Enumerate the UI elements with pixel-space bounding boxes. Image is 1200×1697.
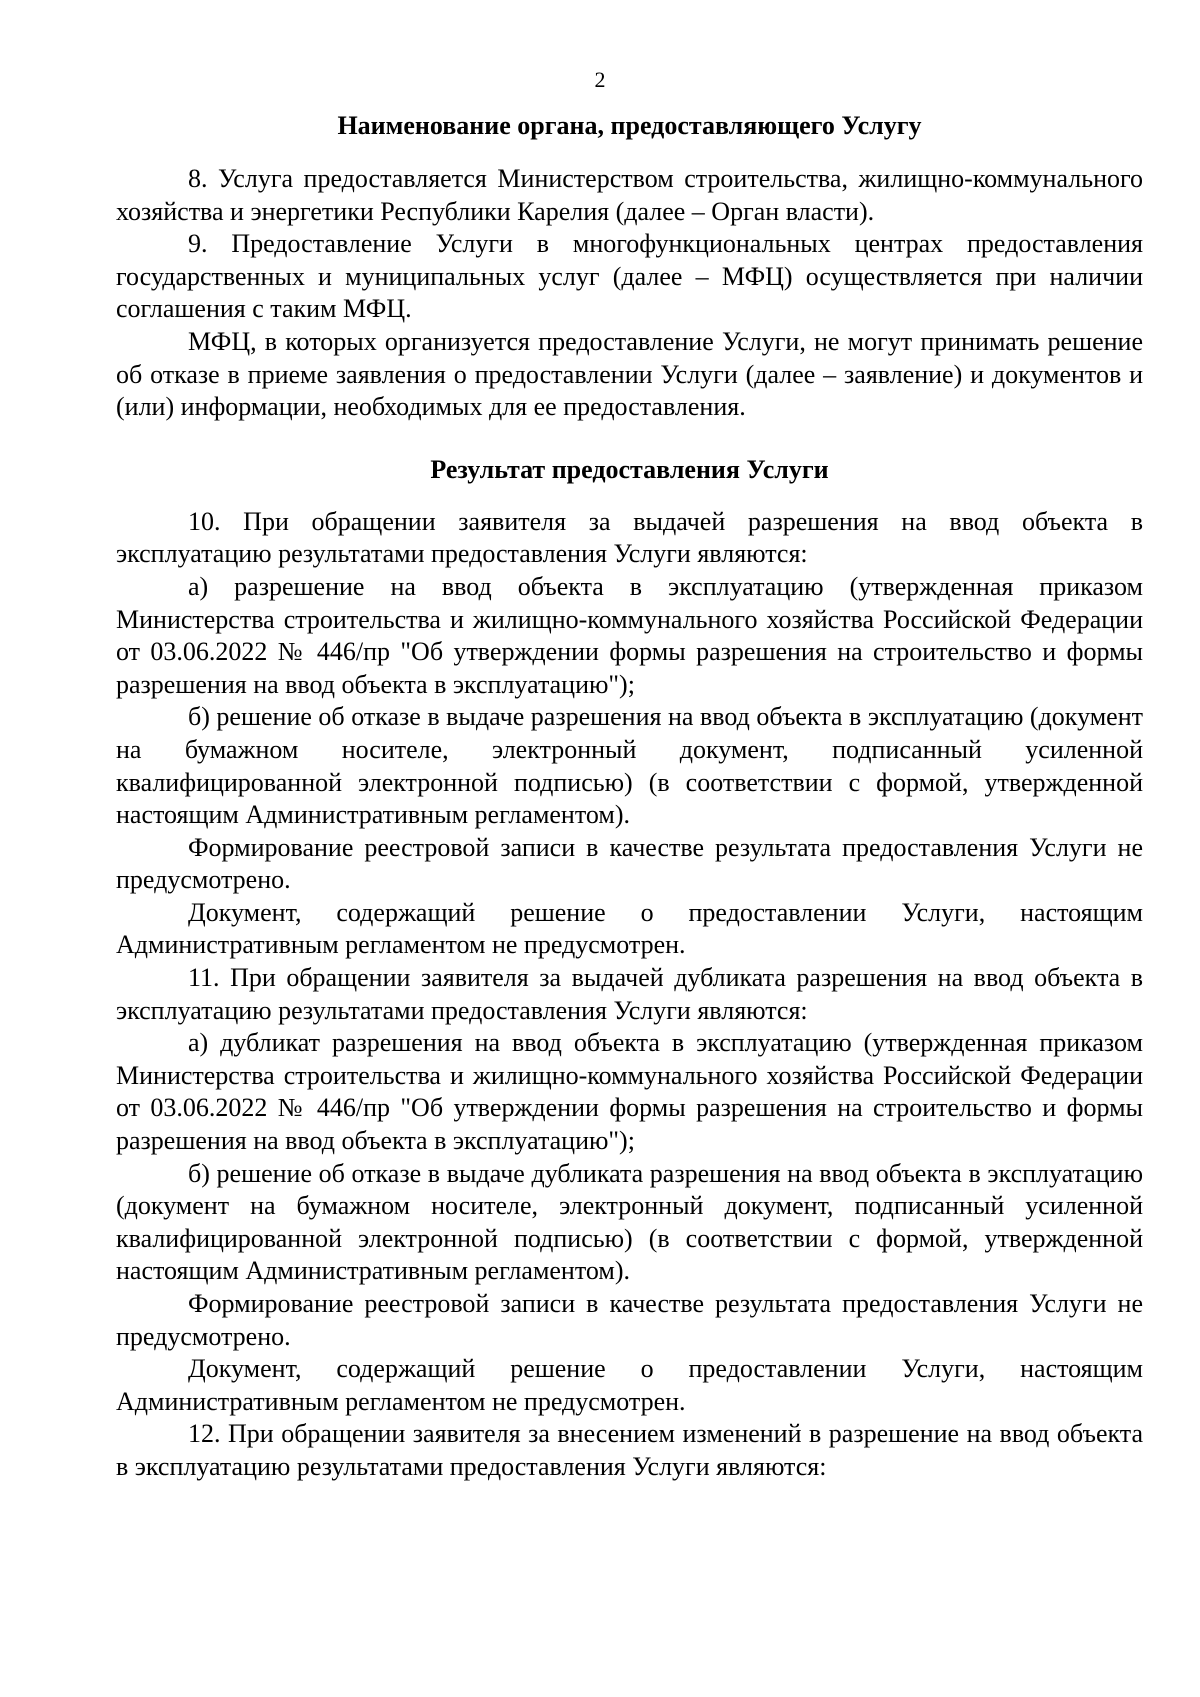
section-heading-result: Результат предоставления Услуги (430, 454, 829, 484)
paragraph-10-a: а) разрешение на ввод объекта в эксплуатацию (утвержденная приказом Министерства строительства и жилищно-коммунального хозяйства Российской Федерации от 03.06.2022 № 446/пр "Об утверждении формы разрешения на строительство и формы разрешения на ввод объекта в эксплуатацию"); (116, 571, 1143, 699)
page-number: 2 (594, 67, 606, 92)
paragraph-10-document: Документ, содержащий решение о предоставлении Услуги, настоящим Административным регламентом не предусмотрен. (116, 897, 1143, 960)
paragraph-10-registry: Формирование реестровой записи в качестве результата предоставления Услуги не предусмотрено. (116, 832, 1143, 895)
paragraph-9: 9. Предоставление Услуги в многофункциональных центрах предоставления государственных и муниципальных услуг (далее – МФЦ) осуществляется при наличии соглашения с таким МФЦ. (116, 229, 1143, 324)
paragraph-11-b: б) решение об отказе в выдаче дубликата разрешения на ввод объекта в эксплуатацию (документ на бумажном носителе, электронный документ, подписанный усиленной квалифицированной электронной подписью) (в соответствии с формой, утвержденной настоящим Административным регламентом). (116, 1158, 1143, 1286)
paragraph-11-document: Документ, содержащий решение о предоставлении Услуги, настоящим Административным регламентом не предусмотрен. (116, 1354, 1143, 1416)
paragraph-10-b: б) решение об отказе в выдаче разрешения на ввод объекта в эксплуатацию (документ на бумажном носителе, электронный документ, подписанный усиленной квалифицированной электронной подписью) (в соответствии с формой, утвержденной настоящим Административным регламентом). (116, 702, 1143, 830)
paragraph-11: 11. При обращении заявителя за выдачей дубликата разрешения на ввод объекта в эксплуатацию результатами предоставления Услуги являются: (116, 963, 1143, 1025)
paragraph-11-registry: Формирование реестровой записи в качестве результата предоставления Услуги не предусмотрено. (116, 1289, 1143, 1351)
paragraph-8: 8. Услуга предоставляется Министерством строительства, жилищно-коммунального хозяйства и энергетики Республики Карелия (далее – Орган власти). (116, 164, 1143, 226)
paragraph-10: 10. При обращении заявителя за выдачей разрешения на ввод объекта в эксплуатацию результатами предоставления Услуги являются: (116, 506, 1143, 569)
section-heading-authority: Наименование органа, предоставляющего Услугу (337, 111, 922, 140)
paragraph-12: 12. При обращении заявителя за внесением изменений в разрешение на ввод объекта в эксплуатацию результатами предоставления Услуги являются: (116, 1419, 1143, 1481)
paragraph-11-a: а) дубликат разрешения на ввод объекта в эксплуатацию (утвержденная приказом Министерства строительства и жилищно-коммунального хозяйства Российской Федерации от 03.06.2022 № 446/пр "Об утверждении формы разрешения на строительство и формы разрешения на ввод объекта в эксплуатацию"); (116, 1028, 1143, 1156)
paragraph-mfc: МФЦ, в которых организуется предоставление Услуги, не могут принимать решение об отказе в приеме заявления о предоставлении Услуги (далее – заявление) и документов и (или) информации, необходимых для ее предоставления. (116, 326, 1143, 422)
document-body (116, 110, 1143, 1484)
